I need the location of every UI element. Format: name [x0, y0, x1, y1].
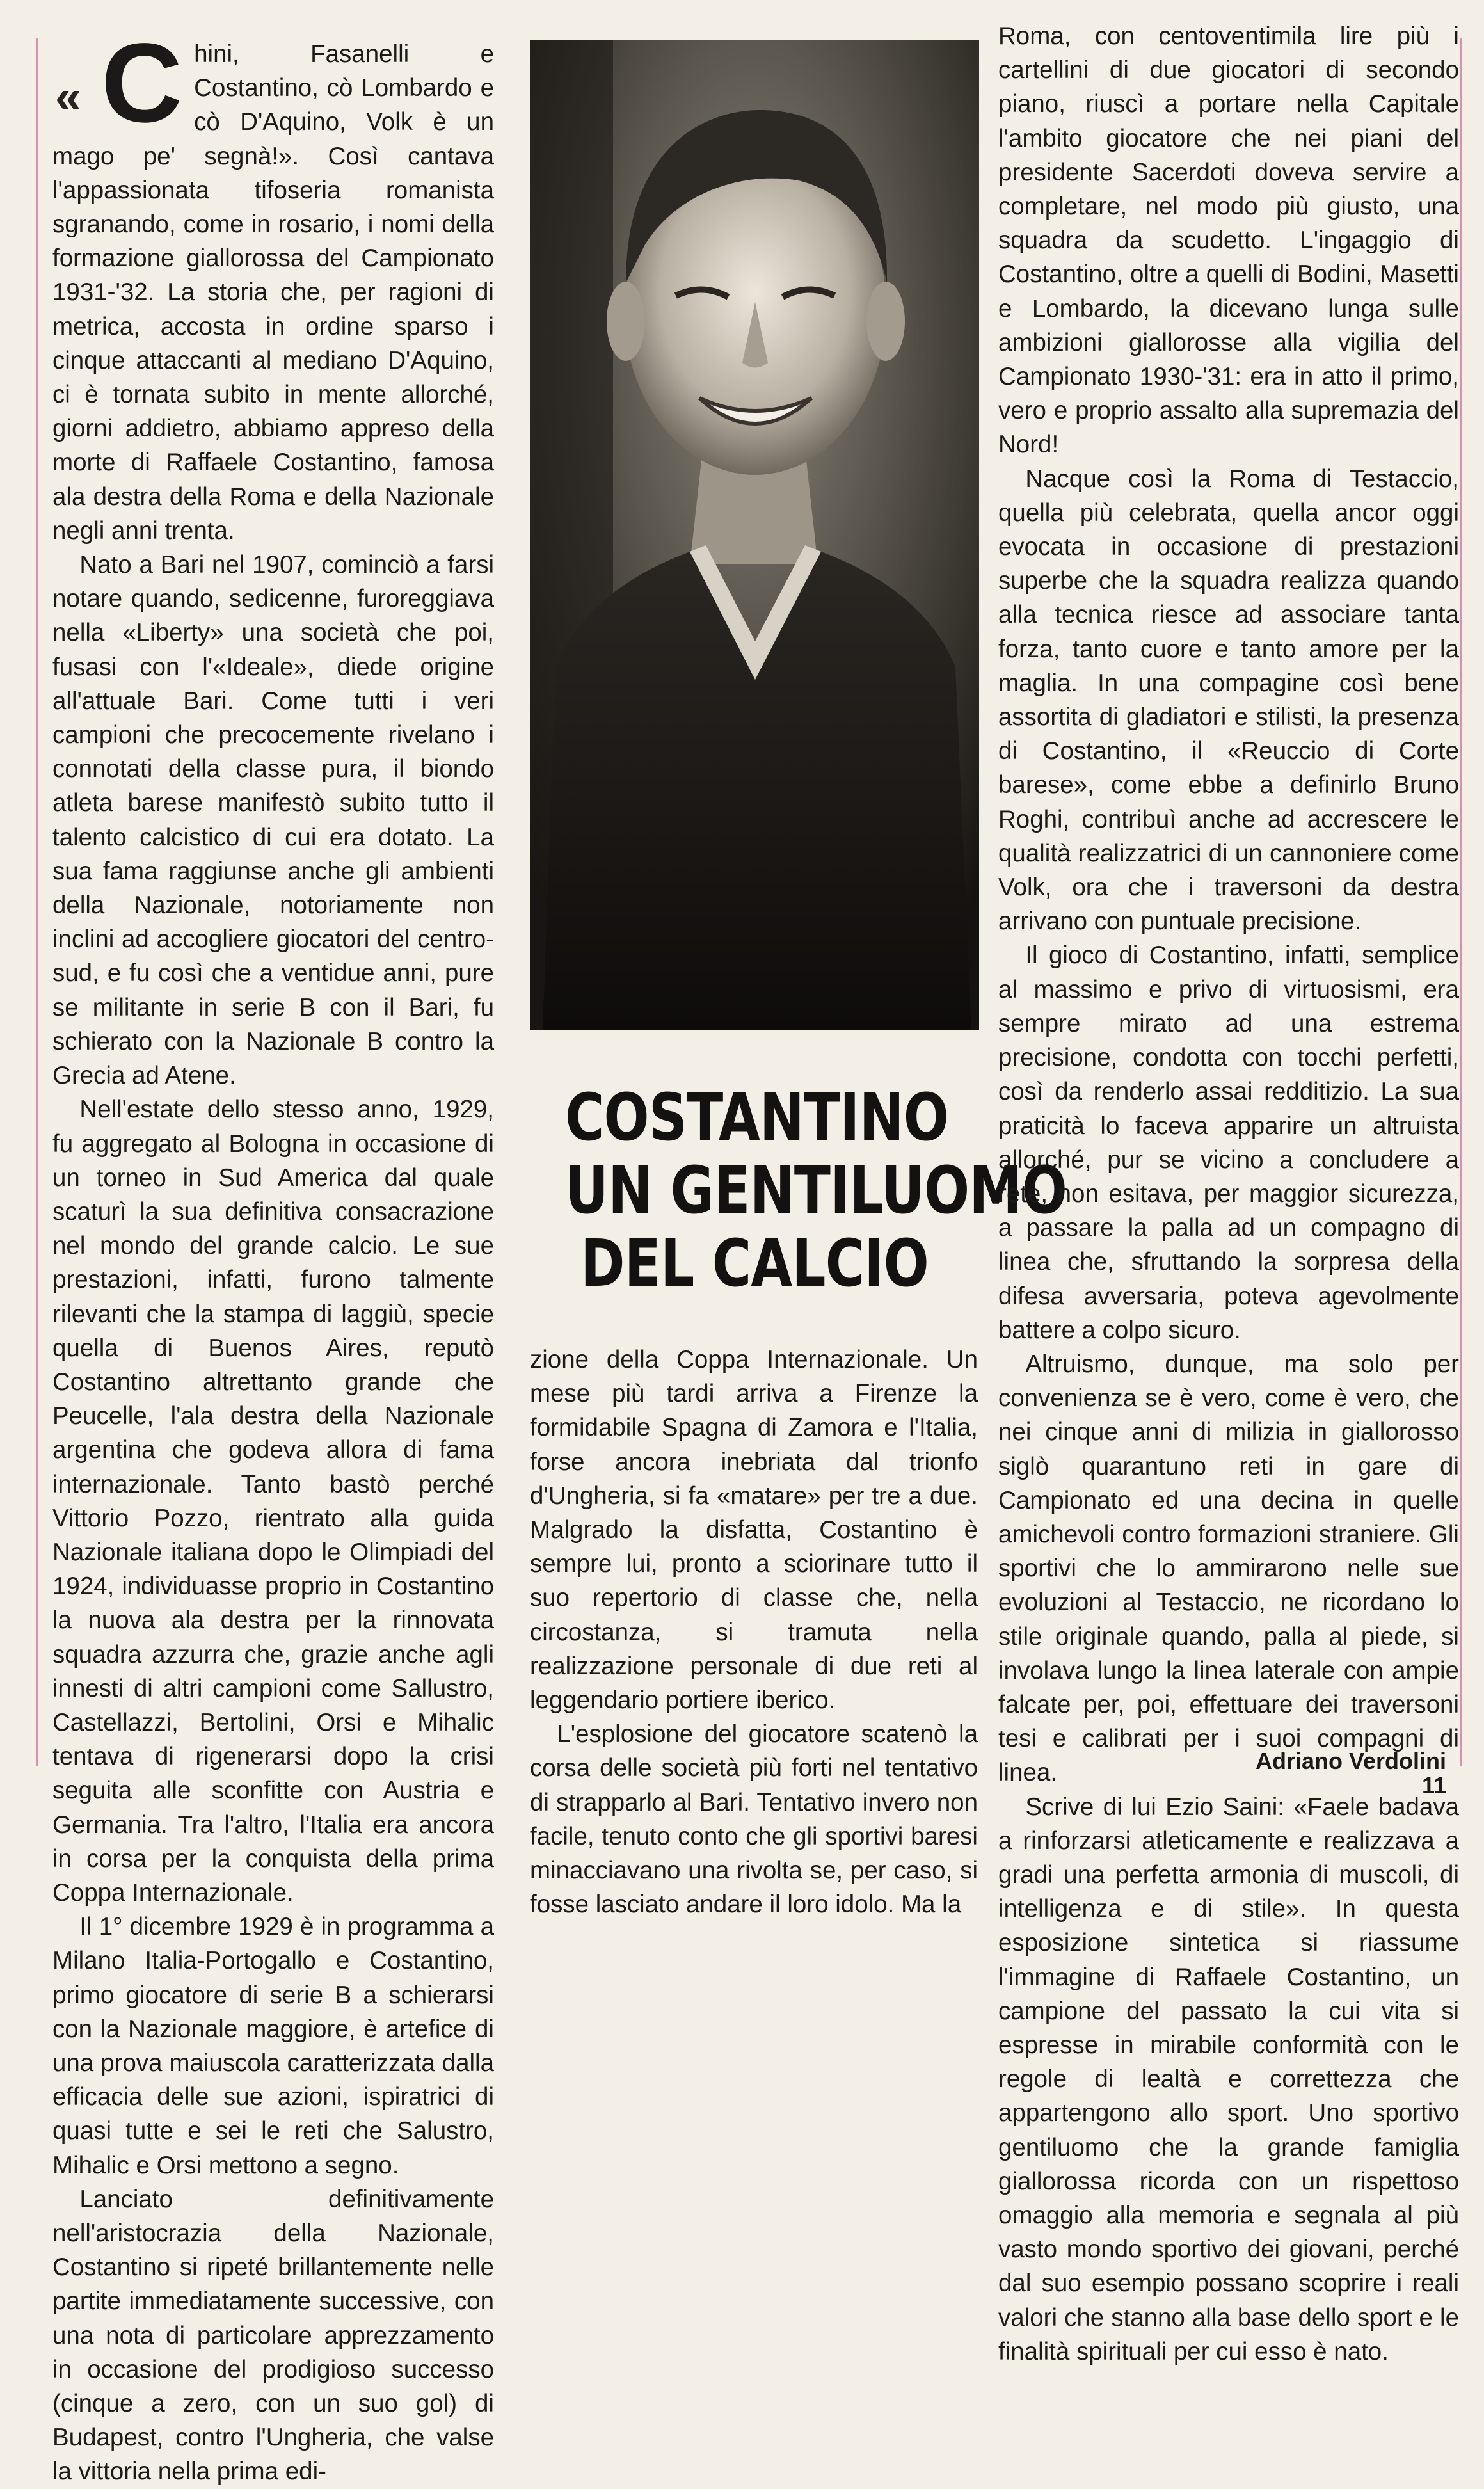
headline-line-3: DEL CALCIO	[580, 1226, 929, 1302]
drop-cap: C	[101, 20, 183, 146]
headline-line-1: COSTANTINO	[564, 1080, 949, 1156]
paragraph: Nato a Bari nel 1907, cominciò a farsi notare quando, sedicenne, furoreggiava nella «Liberty» una società che poi, fusasi con l'«Ideale», diede origine all'attuale Bari. Come tutti i veri campioni che precocemente rivelano i connotati della classe pura, il biondo atleta barese manifestò subito tutto il talento calcistico di cui era dotato. La sua fama raggiunse anche gli ambienti della Nazionale, notoriamente non inclini ad accogliere giocatori del centro-sud, e fu così che a ventidue anni, pure se militante in serie B con il Bari, fu schierato con la Nazionale B contro la Grecia ad Atene.	[52, 551, 494, 1090]
paragraph: L'esplosione del giocatore scatenò la corsa delle società più forti nel tentativo di strapparlo al Bari. Tentativo invero non facile, tenuto conto che gli sportivi baresi minacciavano una rivolta se, per caso, si fosse lasciato andare il loro idolo. Ma la	[530, 1720, 978, 1919]
author-byline: Adriano Verdolini	[1255, 1748, 1446, 1774]
paragraph: Nell'estate dello stesso anno, 1929, fu aggregato al Bologna in occasione di un torneo in Sud America dal quale scaturì la sua definitiva consacrazione nel mondo del grande calcio. Le sue prestazioni, infatti, furono talmente rilevanti che la stampa di laggiù, specie quella di Buenos Aires, reputò Costantino altrettanto grande che Peucelle, l'ala destra della Nazionale argentina che godeva allora di fama internazionale. Tanto bastò perché Vittorio Pozzo, rientrato alla guida Nazionale italiana dopo le Olimpiadi del 1924, individuasse proprio in Costantino la nuova ala destra per la rinnovata squadra azzurra che, grazie anche agli innesti di altri campioni come Sallustro, Castellazzi, Bertolini, Orsi e Mihalic tentava di rigenerarsi dopo la crisi seguita alle sconfitte con Austria e Germania. Tra l'altro, l'Italia era ancora in corsa per la conquista della prima Coppa Internazionale.	[52, 1096, 494, 1907]
paragraph: Altruismo, dunque, ma solo per convenienza se è vero, come è vero, che nei cinque anni di milizia in giallorosso siglò quarantuno reti in gare di Campionato ed una decina in quelle amichevoli contro formazioni straniere. Gli sportivi che lo ammirarono nelle sue evoluzioni al Testaccio, ne ricordano lo stile originale quando, palla al piede, si involava lungo la linea laterale con ampie falcate per, poi, effettuare dei traversoni tesi e calibrati per i suoi compagni di linea.	[998, 1350, 1459, 1787]
paragraph: Nacque così la Roma di Testaccio, quella più celebrata, quella ancor oggi evocata in occasione di prestazioni superbe che la squadra realizza quando alla tecnica riesce ad associare tanta forza, tanto cuore e tanto amore per la maglia. In una compagine così bene assortita di gladiatori e stilisti, la presenza di Costantino, il «Reuccio di Corte barese», come ebbe a definirlo Bruno Roghi, contribuì anche ad accrescere le qualità realizzatrici di un cannoniere come Volk, ora che i traversoni da destra arrivano con puntuale precisione.	[998, 465, 1459, 936]
headline-line-2: UN GENTILUOMO	[564, 1153, 1067, 1229]
portrait-illustration	[530, 40, 979, 1030]
page-number: 11	[1421, 1772, 1446, 1798]
paragraph: zione della Coppa Internazionale. Un mese più tardi arriva a Firenze la formidabile Spagna di Zamora e l'Italia, forse ancora inebriata dal trionfo d'Ungheria, si fa «matare» per tre a due. Malgrado la disfatta, Costantino è sempre lui, pronto a sciorinare tutto il suo repertorio di classe che, nella circostanza, si tramuta nella realizzazione personale di due reti al leggendario portiere iberico.	[530, 1346, 978, 1715]
article-column-2	[530, 1343, 978, 1919]
paragraph: Lanciato definitivamente nell'aristocrazia della Nazionale, Costantino si ripeté brillantemente nelle partite immediatamente successive, con una nota di particolare apprezzamento in occasione del prodigioso successo (cinque a zero, con un suo gol) di Budapest, contro l'Ungheria, che valse la vittoria nella prima edi-	[52, 2185, 494, 2486]
right-margin-rule	[1460, 38, 1462, 1766]
opening-paragraph	[52, 20, 494, 548]
article-column-1	[52, 20, 494, 2486]
paragraph: Scrive di lui Ezio Saini: «Faele badava a rinforzarsi atleticamente e realizzava a gradi una perfetta armonia di muscoli, di intelligenza e di stile». In questa esposizione sintetica si riassume l'immagine di Raffaele Costantino, un campione del passato la cui vita si espresse in mirabile conformità con le regole di lealtà e correttezza che appartengono allo sport. Uno sportivo gentiluomo che la grande famiglia giallorossa ricorda con un rispettoso omaggio alla memoria e segnala al più vasto mondo sportivo dei giovani, perché dal suo esempio possano scoprire i reali valori che stanno alla base dello sport e le finalità spirituali per cui esso è nato.	[998, 1793, 1459, 2365]
paragraph: Il gioco di Costantino, infatti, semplice al massimo e privo di virtuosismi, era sempre mirato ad una estrema precisione, condotta con tocchi perfetti, così da renderlo assai redditizio. La sua praticità lo faceva apparire un altruista allorché, pur se vicino a concludere a rete, non esitava, per maggior sicurezza, a passare la palla ad un compagno di linea che, sfruttando la sorpresa della difesa avversaria, poteva agevolmente battere a colpo sicuro.	[998, 941, 1459, 1344]
left-margin-rule	[36, 38, 38, 1766]
paragraph: Il 1° dicembre 1929 è in programma a Milano Italia-Portogallo e Costantino, primo giocatore di serie B a schierarsi con la Nazionale maggiore, è artefice di una prova maiuscola caratterizzata dalla efficacia delle sue azioni, ispiratrici di quasi tutte e sei le reti che Salustro, Mihalic e Orsi mettono a segno.	[52, 1913, 494, 2179]
article-headline	[564, 1080, 1067, 1302]
player-portrait-photo	[530, 40, 979, 1030]
paragraph: Roma, con centoventimila lire più i cartellini di due giocatori di secondo piano, riuscì a portare nella Capitale l'ambito giocatore che nei piani del presidente Sacerdoti doveva servire a completare, nel modo più giusto, una squadra da scudetto. L'ingaggio di Costantino, oltre a quelli di Bodini, Masetti e Lombardo, la dicevano lunga sulle ambizioni giallorosse alla vigilia del Campionato 1930-'31: era in atto il primo, vero e proprio assalto alla supremazia del Nord!	[998, 22, 1459, 459]
paragraph-opening: hini, Fasanelli e Costantino, cò Lombardo e cò D'Aquino, Volk è un mago pe' segnà!». Così cantava l'appassionata tifoseria romanista sgranando, come in rosario, i nomi della formazione giallorossa del Campionato 1931-'32. La storia che, per ragioni di metrica, accosta in ordine sparso i cinque attaccanti al mediano D'Aquino, ci è tornata subito in mente allorché, giorni addietro, abbiamo appreso della morte di Raffaele Costantino, famosa ala destra della Roma e della Nazionale negli anni trenta.	[52, 40, 494, 545]
opening-quote-mark: «	[55, 70, 82, 123]
